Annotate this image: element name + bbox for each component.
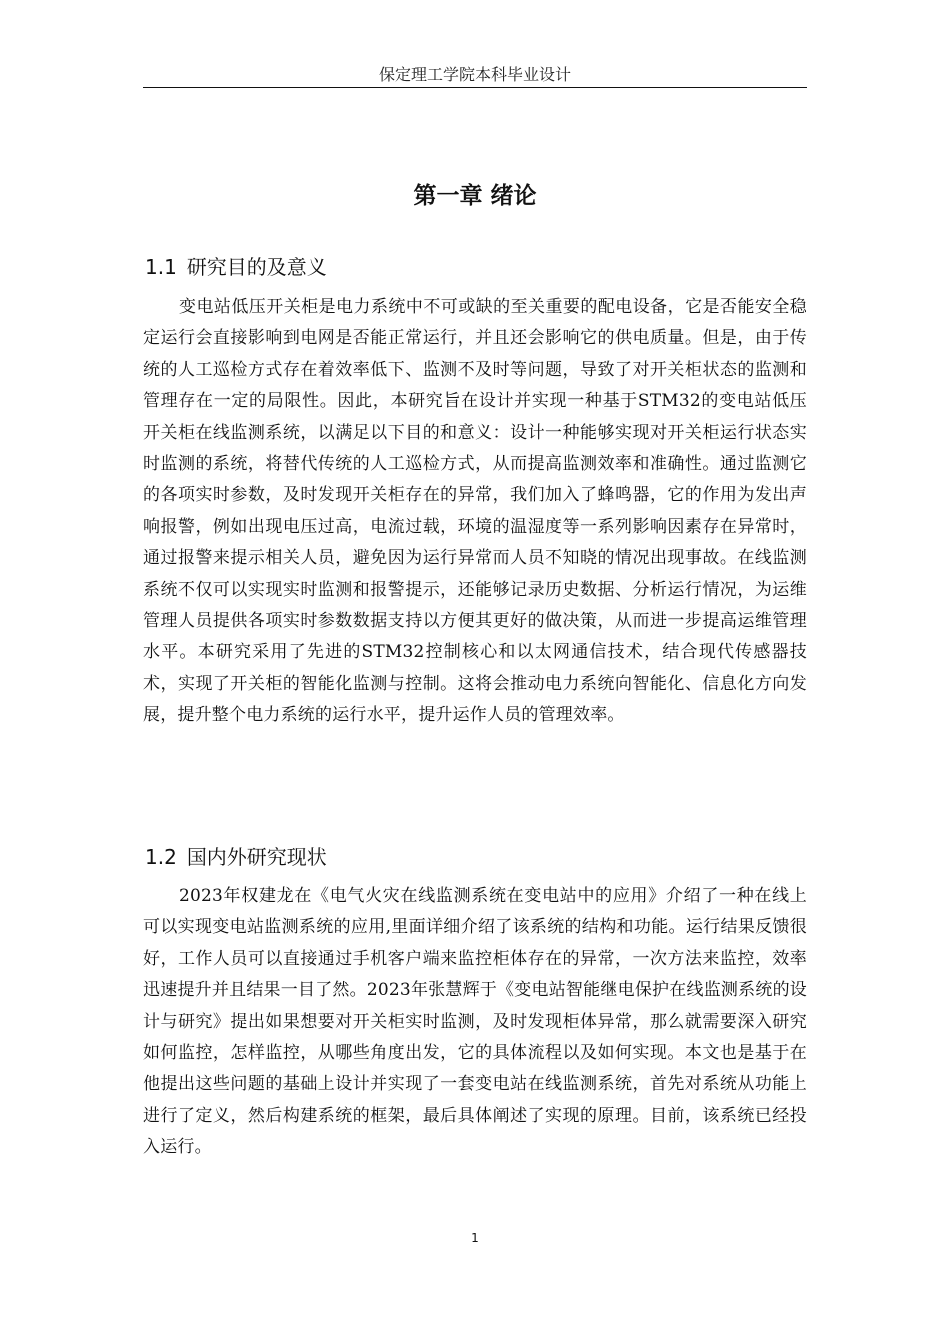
section-title: 研究目的及意义 xyxy=(186,255,327,279)
section-number: 1.2 xyxy=(145,845,177,869)
section-heading-1-2 xyxy=(145,843,807,871)
chapter-title: 第一章 绪论 xyxy=(413,183,537,209)
page-number: 1 xyxy=(471,1231,479,1245)
header-rule xyxy=(143,87,807,88)
section-heading-1-1 xyxy=(145,253,807,281)
section-paragraph: 变电站低压开关柜是电力系统中不可或缺的至关重要的配电设备，它是否能安全稳定运行会直接影响到电网是否能正常运行，并且还会影响它的供电质量。但是，由于传统的人工巡检方式存在着效率低下、监测不及时等问题，导致了对开关柜状态的监测和管理存在一定的局限性。因此，本研究旨在设计并实现一种基于STM32的变电站低压开关柜在线监测系统，以满足以下目的和意义：设计一种能够实现对开关柜运行状态实时监测的系统，将替代传统的人工巡检方式，从而提高监测效率和准确性。通过监测它的各项实时参数，及时发现开关柜存在的异常，我们加入了蜂鸣器，它的作用为发出声响报警，例如出现电压过高，电流过载，环境的温湿度等一系列影响因素存在异常时，通过报警来提示相关人员，避免因为运行异常而人员不知晓的情况出现事故。在线监测系统不仅可以实现实时监测和报警提示，还能够记录历史数据、分析运行情况，为运维管理人员提供各项实时参数数据支持以方便其更好的做决策，从而进一步提高运维管理水平。本研究采用了先进的STM32控制核心和以太网通信技术，结合现代传感器技术，实现了开关柜的智能化监测与控制。这将会推动电力系统向智能化、信息化方向发展，提升整个电力系统的运行水平，提升运作人员的管理效率。 xyxy=(143,297,807,726)
running-header: 保定理工学院本科毕业设计 xyxy=(378,65,571,84)
section-title: 国内外研究现状 xyxy=(186,845,327,869)
section-number: 1.1 xyxy=(145,255,177,279)
section-paragraph: 2023年权建龙在《电气火灾在线监测系统在变电站中的应用》介绍了一种在线上可以实现变电站监测系统的应用,里面详细介绍了该系统的结构和功能。运行结果反馈很好，工作人员可以直接通过手机客户端来监控柜体存在的异常，一次方法来监控，效率迅速提升并且结果一目了然。2023年张慧辉于《变电站智能继电保护在线监测系统的设计与研究》提出如果想要对开关柜实时监测，及时发现柜体异常，那么就需要深入研究如何监控，怎样监控，从哪些角度出发，它的具体流程以及如何实现。本文也是基于在他提出这些问题的基础上设计并实现了一套变电站在线监测系统，首先对系统从功能上进行了定义，然后构建系统的框架，最后具体阐述了实现的原理。目前，该系统已经投入运行。 xyxy=(143,886,807,1158)
